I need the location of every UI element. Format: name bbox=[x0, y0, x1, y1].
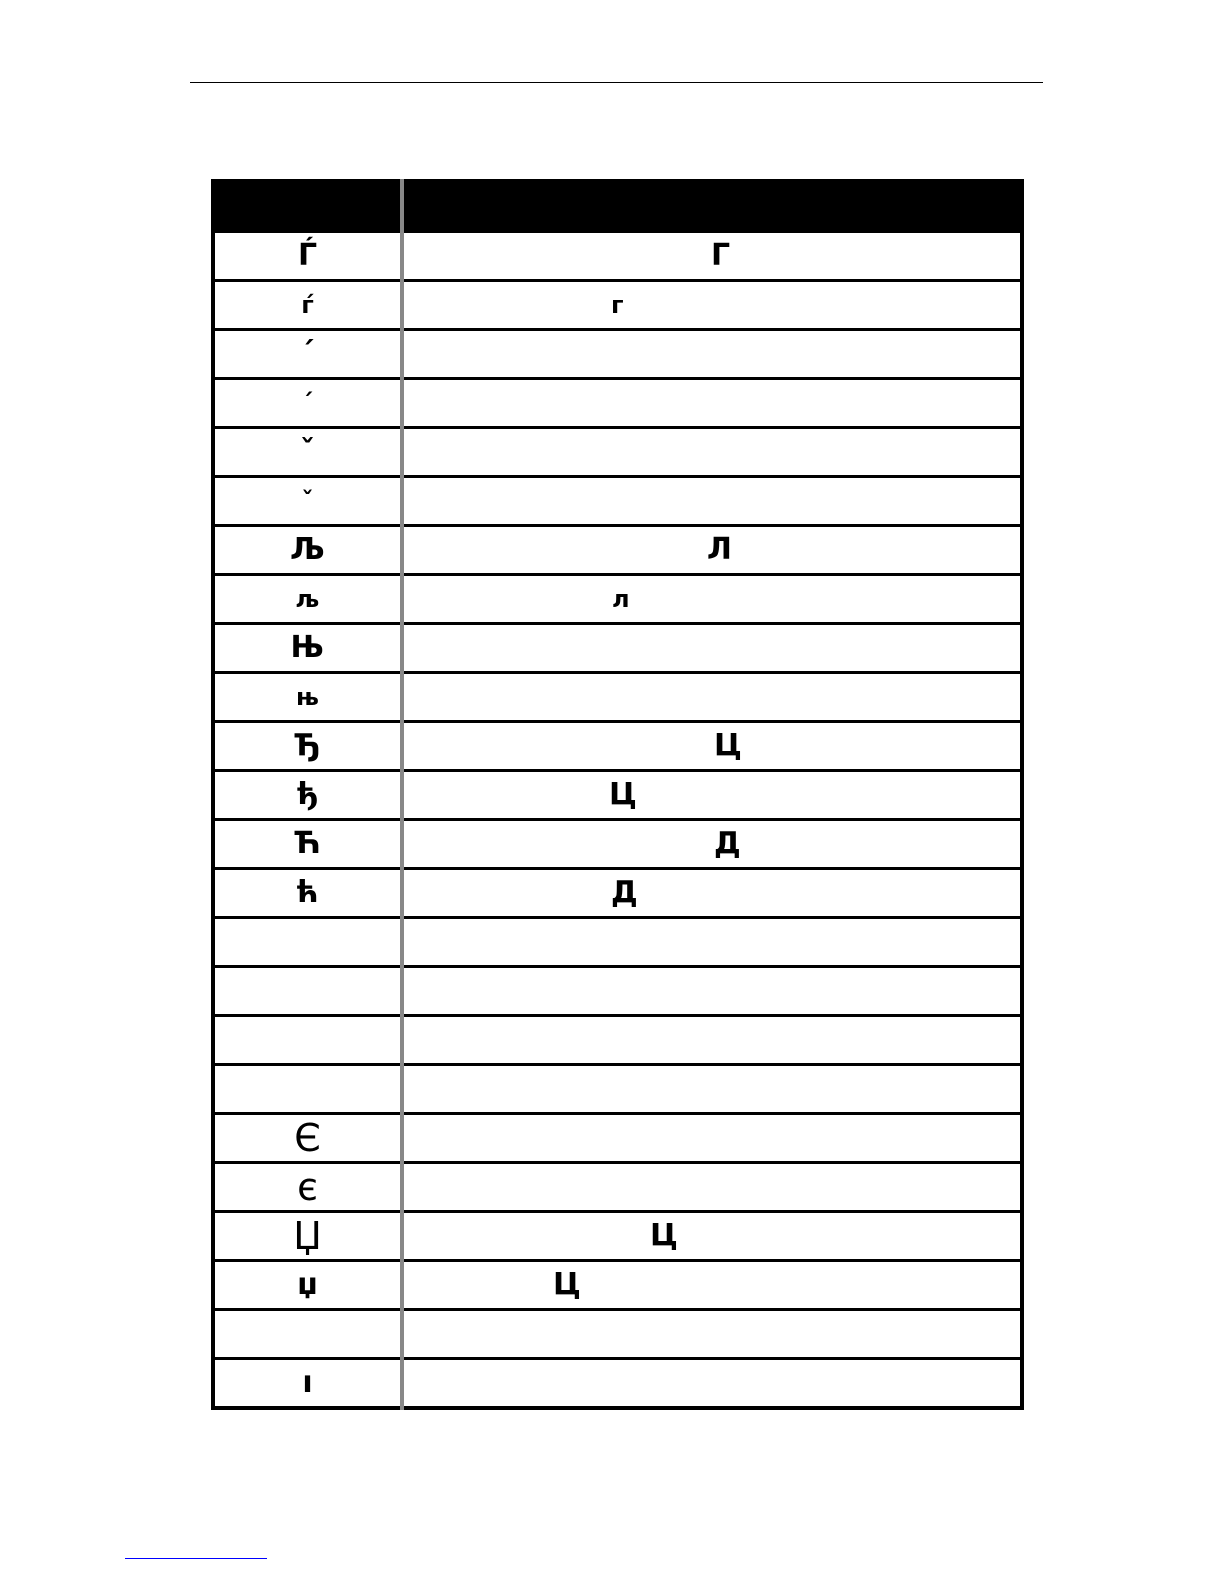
description-cell bbox=[402, 233, 1022, 281]
glyph: Ђ bbox=[294, 728, 321, 763]
description-cell bbox=[402, 379, 1022, 428]
glyph-cell bbox=[213, 918, 402, 967]
glyph-cell bbox=[213, 1065, 402, 1114]
glyph: Ћ bbox=[294, 826, 321, 861]
glyph: њ bbox=[296, 683, 319, 711]
description-cell bbox=[402, 1016, 1022, 1065]
description-cell bbox=[402, 526, 1022, 575]
description-cell bbox=[402, 722, 1022, 771]
base-letter: Ц bbox=[553, 1267, 581, 1302]
base-letter: Л bbox=[707, 532, 732, 567]
base-letter: Ц bbox=[609, 777, 637, 812]
glyph: џ bbox=[297, 1267, 318, 1302]
description-cell bbox=[402, 330, 1022, 379]
glyph: ђ bbox=[296, 777, 319, 812]
description-cell bbox=[402, 428, 1022, 477]
table-row bbox=[213, 1065, 1022, 1114]
description-cell bbox=[402, 281, 1022, 330]
description-cell bbox=[402, 1359, 1022, 1409]
table-row bbox=[213, 1261, 1022, 1310]
glyph-cell bbox=[213, 820, 402, 869]
description-cell bbox=[402, 1261, 1022, 1310]
base-letter: Ц bbox=[714, 728, 742, 763]
header-cell-description bbox=[402, 181, 1022, 233]
table-row bbox=[213, 1163, 1022, 1212]
description-cell bbox=[402, 673, 1022, 722]
table-row bbox=[213, 233, 1022, 281]
glyph-cell bbox=[213, 1016, 402, 1065]
glyph-cell bbox=[213, 379, 402, 428]
glyph-cell bbox=[213, 869, 402, 918]
character-table bbox=[211, 179, 1024, 1410]
glyph-cell bbox=[213, 624, 402, 673]
table-row bbox=[213, 526, 1022, 575]
base-letter: Д bbox=[714, 826, 741, 861]
glyph-cell bbox=[213, 330, 402, 379]
table-row bbox=[213, 624, 1022, 673]
table-row bbox=[213, 575, 1022, 624]
table-row bbox=[213, 1359, 1022, 1409]
glyph-cell bbox=[213, 722, 402, 771]
glyph: ˇ bbox=[300, 434, 315, 469]
base-letter: Г bbox=[711, 238, 731, 273]
glyph-cell bbox=[213, 1310, 402, 1359]
description-cell bbox=[402, 1114, 1022, 1163]
base-letter: л bbox=[612, 585, 630, 613]
glyph: ı bbox=[302, 1365, 313, 1400]
glyph: ћ bbox=[296, 875, 319, 910]
table-row bbox=[213, 281, 1022, 330]
base-letter: Ц bbox=[650, 1218, 678, 1253]
table-row bbox=[213, 1114, 1022, 1163]
table-row bbox=[213, 477, 1022, 526]
glyph: є bbox=[297, 1165, 318, 1209]
table-row bbox=[213, 1016, 1022, 1065]
glyph: Љ bbox=[290, 532, 325, 567]
glyph-cell bbox=[213, 967, 402, 1016]
description-cell bbox=[402, 869, 1022, 918]
table-row bbox=[213, 1310, 1022, 1359]
glyph-cell bbox=[213, 477, 402, 526]
description-cell bbox=[402, 624, 1022, 673]
description-cell bbox=[402, 771, 1022, 820]
description-cell bbox=[402, 1163, 1022, 1212]
description-cell bbox=[402, 820, 1022, 869]
glyph: Њ bbox=[290, 630, 325, 665]
table-row bbox=[213, 771, 1022, 820]
glyph: Є bbox=[294, 1116, 321, 1160]
glyph-cell bbox=[213, 428, 402, 477]
description-cell bbox=[402, 967, 1022, 1016]
table-row bbox=[213, 820, 1022, 869]
glyph-cell bbox=[213, 1261, 402, 1310]
table-header bbox=[213, 181, 1022, 233]
description-cell bbox=[402, 477, 1022, 526]
glyph-cell bbox=[213, 1212, 402, 1261]
glyph: љ bbox=[295, 585, 320, 613]
table-row bbox=[213, 967, 1022, 1016]
description-cell bbox=[402, 575, 1022, 624]
base-letter: г bbox=[611, 291, 624, 319]
description-cell bbox=[402, 918, 1022, 967]
glyph-cell bbox=[213, 673, 402, 722]
glyph: ѓ bbox=[301, 291, 314, 319]
description-cell bbox=[402, 1212, 1022, 1261]
glyph: Ѓ bbox=[297, 238, 318, 273]
header-cell-character bbox=[213, 181, 402, 233]
description-cell bbox=[402, 1310, 1022, 1359]
table-row bbox=[213, 722, 1022, 771]
description-cell bbox=[402, 1065, 1022, 1114]
table-row bbox=[213, 673, 1022, 722]
header-rule bbox=[190, 82, 1043, 83]
table-row bbox=[213, 330, 1022, 379]
glyph: ´ bbox=[300, 336, 315, 371]
base-letter: Д bbox=[611, 875, 638, 910]
table-row bbox=[213, 869, 1022, 918]
glyph-cell bbox=[213, 1163, 402, 1212]
glyph-cell bbox=[213, 281, 402, 330]
glyph-cell bbox=[213, 1114, 402, 1163]
glyph-cell bbox=[213, 526, 402, 575]
table-row bbox=[213, 918, 1022, 967]
footnote-rule bbox=[125, 1558, 267, 1559]
glyph: ´ bbox=[301, 389, 314, 417]
glyph: ˇ bbox=[301, 487, 314, 515]
table-row bbox=[213, 1212, 1022, 1261]
glyph-cell bbox=[213, 233, 402, 281]
table-row bbox=[213, 379, 1022, 428]
glyph-cell bbox=[213, 771, 402, 820]
glyph-cell bbox=[213, 1359, 402, 1409]
table-row bbox=[213, 428, 1022, 477]
glyph: Џ bbox=[293, 1214, 322, 1258]
glyph-cell bbox=[213, 575, 402, 624]
